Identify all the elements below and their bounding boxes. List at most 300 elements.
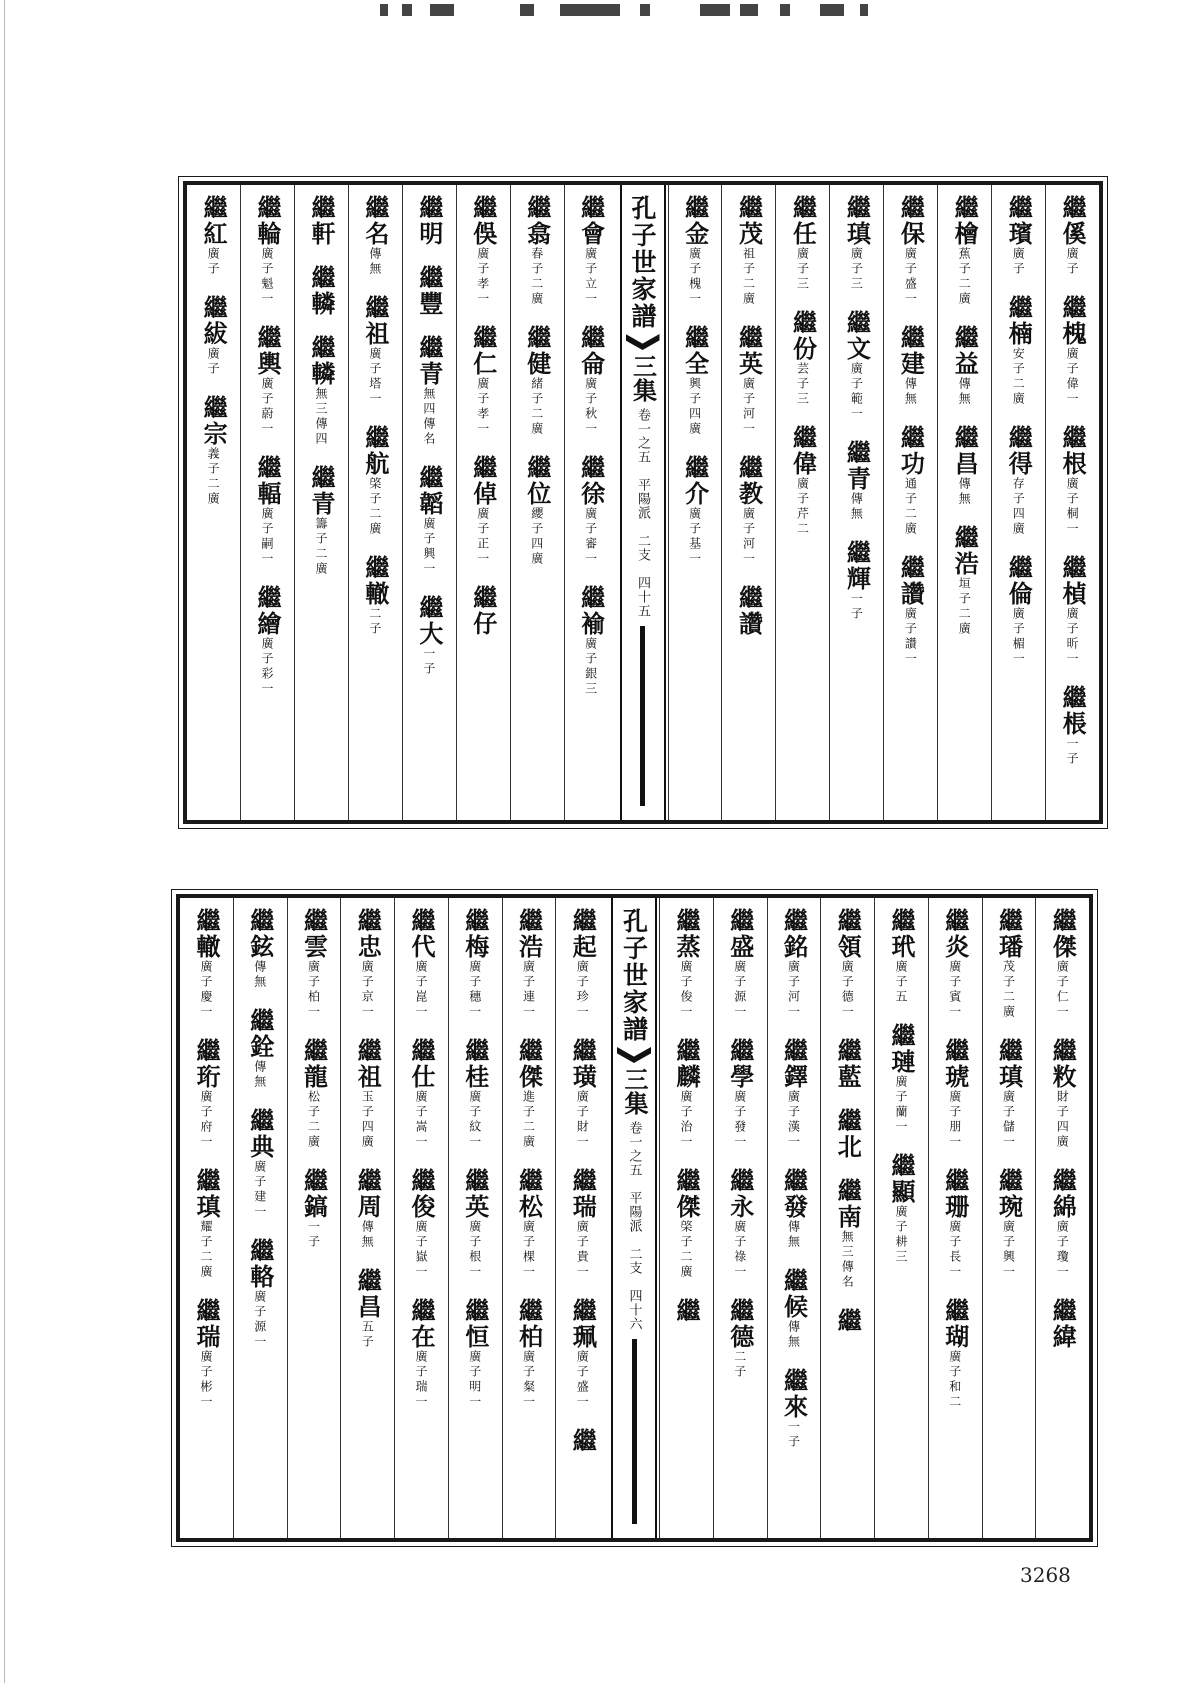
member-note: 廣子五 [893, 960, 908, 1005]
member-entry [568, 1038, 598, 1150]
member-name: 繼侖 [576, 325, 606, 377]
member-entry [940, 1298, 970, 1410]
member-name: 繼紅 [199, 195, 229, 247]
member-note: 廣子嗣一 [260, 507, 274, 567]
member-note: 廣子祿一 [732, 1220, 747, 1280]
member-name: 繼份 [788, 310, 818, 362]
member-name: 繼琬 [994, 1168, 1024, 1220]
member-entry [299, 1038, 329, 1150]
member-note: 廣子孝一 [475, 377, 490, 437]
member-entry [950, 195, 980, 307]
member-name: 繼代 [406, 908, 436, 960]
member-note: 廣子範一 [849, 362, 864, 422]
member-entry [680, 195, 710, 307]
member-entry [576, 195, 606, 307]
member-note: 籌子二廣 [313, 517, 328, 577]
member-entry [1004, 295, 1034, 407]
member-name: 繼 [568, 1428, 598, 1454]
member-entry [576, 585, 606, 697]
member-name: 繼璸 [1004, 195, 1034, 247]
member-name: 繼偉 [788, 425, 818, 477]
member-name: 繼繪 [253, 585, 282, 637]
member-note: 廣子河一 [741, 507, 756, 567]
member-entry [199, 395, 229, 507]
member-note: 廣子長一 [947, 1220, 962, 1280]
page-columns [180, 898, 1089, 1538]
member-entry [734, 325, 764, 437]
member-name: 繼瑞 [568, 1168, 598, 1220]
member-entry [468, 585, 498, 637]
member-note: 廣子魁一 [260, 247, 274, 307]
member-note: 傳無 [786, 1320, 801, 1350]
member-name: 繼昌 [353, 1268, 383, 1320]
member-name: 繼璠 [994, 908, 1024, 960]
member-note: 茂子二廣 [1001, 960, 1016, 1020]
member-entry [460, 1038, 490, 1150]
member-note: 廣子基一 [687, 507, 702, 567]
member-note: 廣子興一 [1001, 1220, 1016, 1280]
member-name: 繼青 [414, 335, 444, 387]
member-entry [896, 425, 926, 537]
member-note: 廣子棵一 [521, 1220, 536, 1280]
member-name: 繼教 [734, 455, 764, 507]
member-entry [245, 908, 275, 990]
member-entry [734, 585, 764, 637]
center-spine [620, 185, 666, 820]
member-entry [842, 540, 872, 622]
member-note: 二子 [732, 1350, 747, 1380]
member-name: 繼楠 [1004, 295, 1034, 347]
member-entry [353, 1268, 383, 1350]
member-entry [406, 1298, 436, 1410]
member-entry [896, 195, 926, 307]
member-entry [788, 425, 818, 537]
member-note: 纓子四廣 [529, 507, 544, 567]
member-note: 廣子京一 [360, 960, 375, 1020]
entry-column [402, 185, 456, 820]
member-entry [886, 908, 916, 1005]
member-note: 祖子二廣 [741, 247, 756, 307]
member-name: 繼宗 [199, 395, 229, 447]
fishtail-mark [626, 334, 660, 350]
member-name: 繼忠 [353, 908, 383, 960]
member-entry [522, 195, 552, 307]
member-entry [734, 455, 764, 567]
member-note: 二子 [367, 607, 382, 637]
member-name: 繼瑞 [191, 1298, 221, 1350]
member-note: 松子二廣 [306, 1090, 321, 1150]
member-name: 繼得 [1004, 425, 1034, 477]
member-name: 繼炎 [940, 908, 970, 960]
member-entry [406, 908, 436, 1020]
member-note: 廣子慶一 [198, 960, 213, 1020]
member-entry [994, 1168, 1024, 1280]
member-entry [725, 1298, 755, 1380]
member-note: 廣子柏一 [306, 960, 321, 1020]
member-name: 繼轍 [191, 908, 221, 960]
book-title: 孔子世家譜 [619, 908, 649, 1043]
member-name: 繼青 [306, 465, 336, 517]
member-name: 繼浩 [950, 525, 980, 577]
entry-column [448, 898, 502, 1538]
entry-column [874, 898, 928, 1538]
entry-column [340, 898, 394, 1538]
member-entry [940, 1168, 970, 1280]
member-entry [833, 1038, 863, 1090]
member-note: 傳無 [957, 377, 972, 407]
member-note: 廣子朋一 [947, 1090, 962, 1150]
entry-column [991, 185, 1045, 820]
member-name: 繼傑 [1048, 908, 1078, 960]
member-name: 繼仕 [406, 1038, 436, 1090]
volume-label: 三集 [628, 354, 658, 402]
member-note: 芸子三 [795, 362, 810, 407]
entry-column [713, 898, 767, 1538]
entry-column [502, 898, 556, 1538]
member-name: 繼學 [725, 1038, 755, 1090]
member-entry [191, 1038, 221, 1150]
member-entry [1058, 425, 1088, 537]
member-name: 繼祖 [353, 1038, 383, 1090]
member-name: 繼瑚 [940, 1298, 970, 1350]
member-name: 繼雲 [299, 908, 329, 960]
member-name: 繼輿 [253, 325, 282, 377]
member-name: 繼桂 [460, 1038, 490, 1090]
member-note: 廣子孝一 [475, 247, 490, 307]
member-entry [522, 325, 552, 437]
member-note: 廣子興一 [421, 517, 436, 577]
member-note: 廣子 [206, 347, 221, 377]
member-name: 繼領 [833, 908, 863, 960]
book-title: 孔子世家譜 [628, 195, 657, 330]
member-entry [1004, 425, 1034, 537]
member-name: 繼敉 [1048, 1038, 1078, 1090]
member-name: 繼龍 [299, 1038, 329, 1090]
member-entry [360, 295, 390, 407]
member-name: 繼讚 [734, 585, 764, 637]
member-entry [245, 1238, 275, 1350]
member-note: 傳無 [957, 477, 972, 507]
member-name: 繼輪 [253, 195, 282, 247]
member-name: 繼藍 [833, 1038, 863, 1090]
member-entry [468, 455, 498, 567]
member-note: 緒子二廣 [529, 377, 544, 437]
member-name: 繼發 [779, 1168, 809, 1220]
member-entry [460, 908, 490, 1020]
member-name: 繼俁 [468, 195, 498, 247]
member-note: 安子二廣 [1011, 347, 1026, 407]
entry-column [180, 898, 233, 1538]
member-name: 繼讚 [896, 555, 926, 607]
entry-column [294, 185, 348, 820]
member-entry [568, 1298, 598, 1410]
member-entry [896, 325, 926, 407]
member-note: 廣子盛一 [575, 1350, 590, 1410]
member-note: 廣子楣一 [1011, 607, 1026, 667]
member-name: 繼位 [522, 455, 552, 507]
member-note: 廣子彬一 [198, 1350, 213, 1410]
member-entry [306, 265, 336, 317]
member-note: 傳無 [903, 377, 918, 407]
member-name: 繼銓 [245, 1008, 275, 1060]
member-name: 繼名 [360, 195, 390, 247]
member-name: 繼轔 [306, 335, 336, 387]
member-name: 繼褕 [576, 585, 606, 637]
member-name: 繼會 [576, 195, 606, 247]
member-entry [1004, 195, 1034, 277]
member-entry [514, 1298, 544, 1410]
member-entry [833, 1178, 863, 1290]
member-name: 繼轔 [306, 265, 336, 317]
member-name: 繼金 [680, 195, 710, 247]
member-name: 繼明 [414, 195, 444, 247]
member-entry [306, 465, 336, 577]
entry-column [721, 185, 775, 820]
member-entry [406, 1168, 436, 1280]
member-entry [680, 455, 710, 567]
member-note: 一子 [849, 592, 864, 622]
member-name: 繼鐸 [779, 1038, 809, 1090]
member-note: 廣子讚一 [903, 607, 918, 667]
scan-margin-line [4, 0, 5, 1683]
member-entry [671, 1038, 701, 1150]
member-name: 繼祖 [360, 295, 390, 347]
member-entry [245, 1008, 275, 1090]
member-entry [360, 555, 390, 637]
member-note: 廣子俊一 [678, 960, 693, 1020]
member-entry [1058, 555, 1088, 667]
member-entry [299, 1168, 329, 1250]
member-note: 廣子銀三 [583, 637, 598, 697]
member-note: 廣子德一 [840, 960, 855, 1020]
member-entry [680, 325, 710, 437]
member-name: 繼綿 [1048, 1168, 1078, 1220]
member-entry [833, 1108, 863, 1160]
member-note: 廣子府一 [198, 1090, 213, 1150]
member-name: 繼珊 [940, 1168, 970, 1220]
member-entry [576, 455, 606, 567]
member-note: 廣子賓一 [947, 960, 962, 1020]
member-entry [514, 1168, 544, 1280]
member-entry [779, 908, 809, 1020]
member-entry [725, 1038, 755, 1150]
member-name: 繼楨 [1058, 555, 1088, 607]
member-name: 繼起 [568, 908, 598, 960]
member-entry [779, 1268, 809, 1350]
member-name: 繼瑱 [191, 1168, 221, 1220]
member-entry [886, 1023, 916, 1135]
member-entry [255, 325, 280, 437]
member-note: 廣子瑞一 [413, 1350, 428, 1410]
member-note: 廣子昕一 [1065, 607, 1080, 667]
member-note: 廣子塔一 [367, 347, 382, 407]
member-name: 繼根 [1058, 425, 1088, 477]
member-note: 廣子連一 [521, 960, 536, 1020]
member-note: 廣子嵩一 [413, 1090, 428, 1150]
entry-column [659, 898, 713, 1538]
member-entry [671, 1298, 701, 1324]
member-name: 繼顯 [886, 1153, 916, 1205]
member-note: 廣子耕三 [893, 1205, 908, 1265]
member-note: 廣子明一 [467, 1350, 482, 1410]
member-note: 廣子三 [795, 247, 810, 292]
member-note: 傳無 [367, 247, 382, 277]
member-entry [779, 1168, 809, 1250]
member-name: 繼瑱 [994, 1038, 1024, 1090]
member-note: 廣子審一 [583, 507, 598, 567]
member-note: 廣子財一 [575, 1090, 590, 1150]
member-note: 廣子粲一 [521, 1350, 536, 1410]
member-name: 繼在 [406, 1298, 436, 1350]
member-entry [199, 195, 229, 277]
member-name: 繼文 [842, 310, 872, 362]
member-name: 繼翕 [522, 195, 552, 247]
member-note: 廣子源一 [732, 960, 747, 1020]
member-entry [360, 195, 390, 277]
member-name: 繼仔 [468, 585, 498, 637]
member-entry [191, 1298, 221, 1410]
member-entry [414, 335, 444, 447]
entry-column [883, 185, 937, 820]
entry-column [233, 898, 287, 1538]
member-name: 繼周 [353, 1168, 383, 1220]
member-note: 傳無 [252, 1060, 267, 1090]
member-note: 廣子治一 [678, 1090, 693, 1150]
entry-column [555, 898, 609, 1538]
member-note: 廣子盛一 [903, 247, 918, 307]
member-name: 繼銘 [779, 908, 809, 960]
member-name: 繼麟 [671, 1038, 701, 1090]
member-note: 廣子蔚一 [260, 377, 274, 437]
member-entry [842, 440, 872, 522]
center-spine [611, 898, 657, 1538]
chapter-info: 卷一之五 平陽派 二支 四十六 [626, 1121, 642, 1331]
member-entry [1048, 1168, 1078, 1280]
member-entry [725, 1168, 755, 1280]
member-entry [734, 195, 764, 307]
member-name: 繼益 [950, 325, 980, 377]
member-entry [568, 1428, 598, 1454]
member-entry [414, 595, 444, 677]
member-entry [1048, 908, 1078, 1020]
member-note: 廣子源一 [252, 1290, 267, 1350]
member-note: 蕉子二廣 [957, 247, 972, 307]
member-entry [788, 195, 818, 292]
member-note: 進子二廣 [521, 1090, 536, 1150]
member-note: 傳無 [786, 1220, 801, 1250]
member-entry [950, 425, 980, 507]
spine-bar [640, 626, 645, 806]
member-name: 繼珮 [568, 1298, 598, 1350]
chapter-info: 卷一之五 平陽派 二支 四十五 [635, 408, 650, 618]
member-entry [1048, 1298, 1078, 1350]
member-name: 繼全 [680, 325, 710, 377]
member-name: 繼 [833, 1308, 863, 1334]
member-note: 廣子建一 [252, 1160, 267, 1220]
member-entry [671, 908, 701, 1020]
member-note: 傳無 [252, 960, 267, 990]
member-name: 繼檜 [950, 195, 980, 247]
member-entry [1048, 1038, 1078, 1150]
entry-column [348, 185, 402, 820]
member-name: 繼璉 [886, 1023, 916, 1075]
member-entry [514, 1038, 544, 1150]
member-note: 廣子珍一 [575, 960, 590, 1020]
member-name: 繼青 [842, 440, 872, 492]
member-note: 傳無 [360, 1220, 375, 1250]
member-note: 廣子偉一 [1065, 347, 1080, 407]
member-entry [514, 908, 544, 1020]
top-bleed-marks [0, 0, 1190, 26]
member-note: 廣子芹二 [795, 477, 810, 537]
member-name: 繼紱 [199, 295, 229, 347]
entry-column [394, 898, 448, 1538]
member-name: 繼任 [788, 195, 818, 247]
member-name: 繼琥 [940, 1038, 970, 1090]
member-entry [468, 325, 498, 437]
member-note: 廣子蘭一 [893, 1075, 908, 1135]
member-entry [896, 555, 926, 667]
member-name: 繼仁 [468, 325, 498, 377]
member-name: 繼茂 [734, 195, 764, 247]
entry-column [982, 898, 1036, 1538]
member-entry [306, 195, 336, 247]
member-note: 廣子河一 [786, 960, 801, 1020]
entry-column [510, 185, 564, 820]
member-name: 繼傒 [1058, 195, 1088, 247]
member-entry [1058, 195, 1088, 277]
member-entry [522, 455, 552, 567]
member-name: 繼大 [414, 595, 444, 647]
member-name: 繼功 [896, 425, 926, 477]
member-note: 廣子秋一 [583, 377, 598, 437]
member-name: 繼梅 [460, 908, 490, 960]
member-name: 繼韜 [414, 465, 444, 517]
member-note: 傳無 [849, 492, 864, 522]
member-entry [788, 310, 818, 407]
member-entry [886, 1153, 916, 1265]
page-number: 3268 [1020, 1563, 1071, 1587]
member-note: 通子二廣 [903, 477, 918, 537]
member-entry [255, 195, 280, 307]
member-name: 繼英 [460, 1168, 490, 1220]
member-note: 無三傳四 [313, 387, 328, 447]
member-entry [199, 295, 229, 377]
member-name: 繼蒸 [671, 908, 701, 960]
member-note: 一子 [306, 1220, 321, 1250]
member-entry [994, 908, 1024, 1020]
member-name: 繼盛 [725, 908, 755, 960]
member-entry [779, 1368, 809, 1450]
member-name: 繼輻 [253, 455, 282, 507]
member-name: 繼轍 [360, 555, 390, 607]
member-name: 繼緯 [1048, 1298, 1078, 1350]
member-entry [414, 195, 444, 247]
member-entry [950, 525, 980, 637]
member-note: 廣子三 [849, 247, 864, 292]
member-name: 繼倫 [1004, 555, 1034, 607]
member-name: 繼傑 [671, 1168, 701, 1220]
spine-bar [632, 1339, 637, 1524]
member-note: 垣子二廣 [957, 577, 972, 637]
member-note: 廣子貴一 [575, 1220, 590, 1280]
member-entry [255, 585, 280, 697]
member-entry [671, 1168, 701, 1280]
member-note: 廣子瓊一 [1055, 1220, 1070, 1280]
member-note: 五子 [360, 1320, 375, 1350]
member-entry [406, 1038, 436, 1150]
entry-column [456, 185, 510, 820]
